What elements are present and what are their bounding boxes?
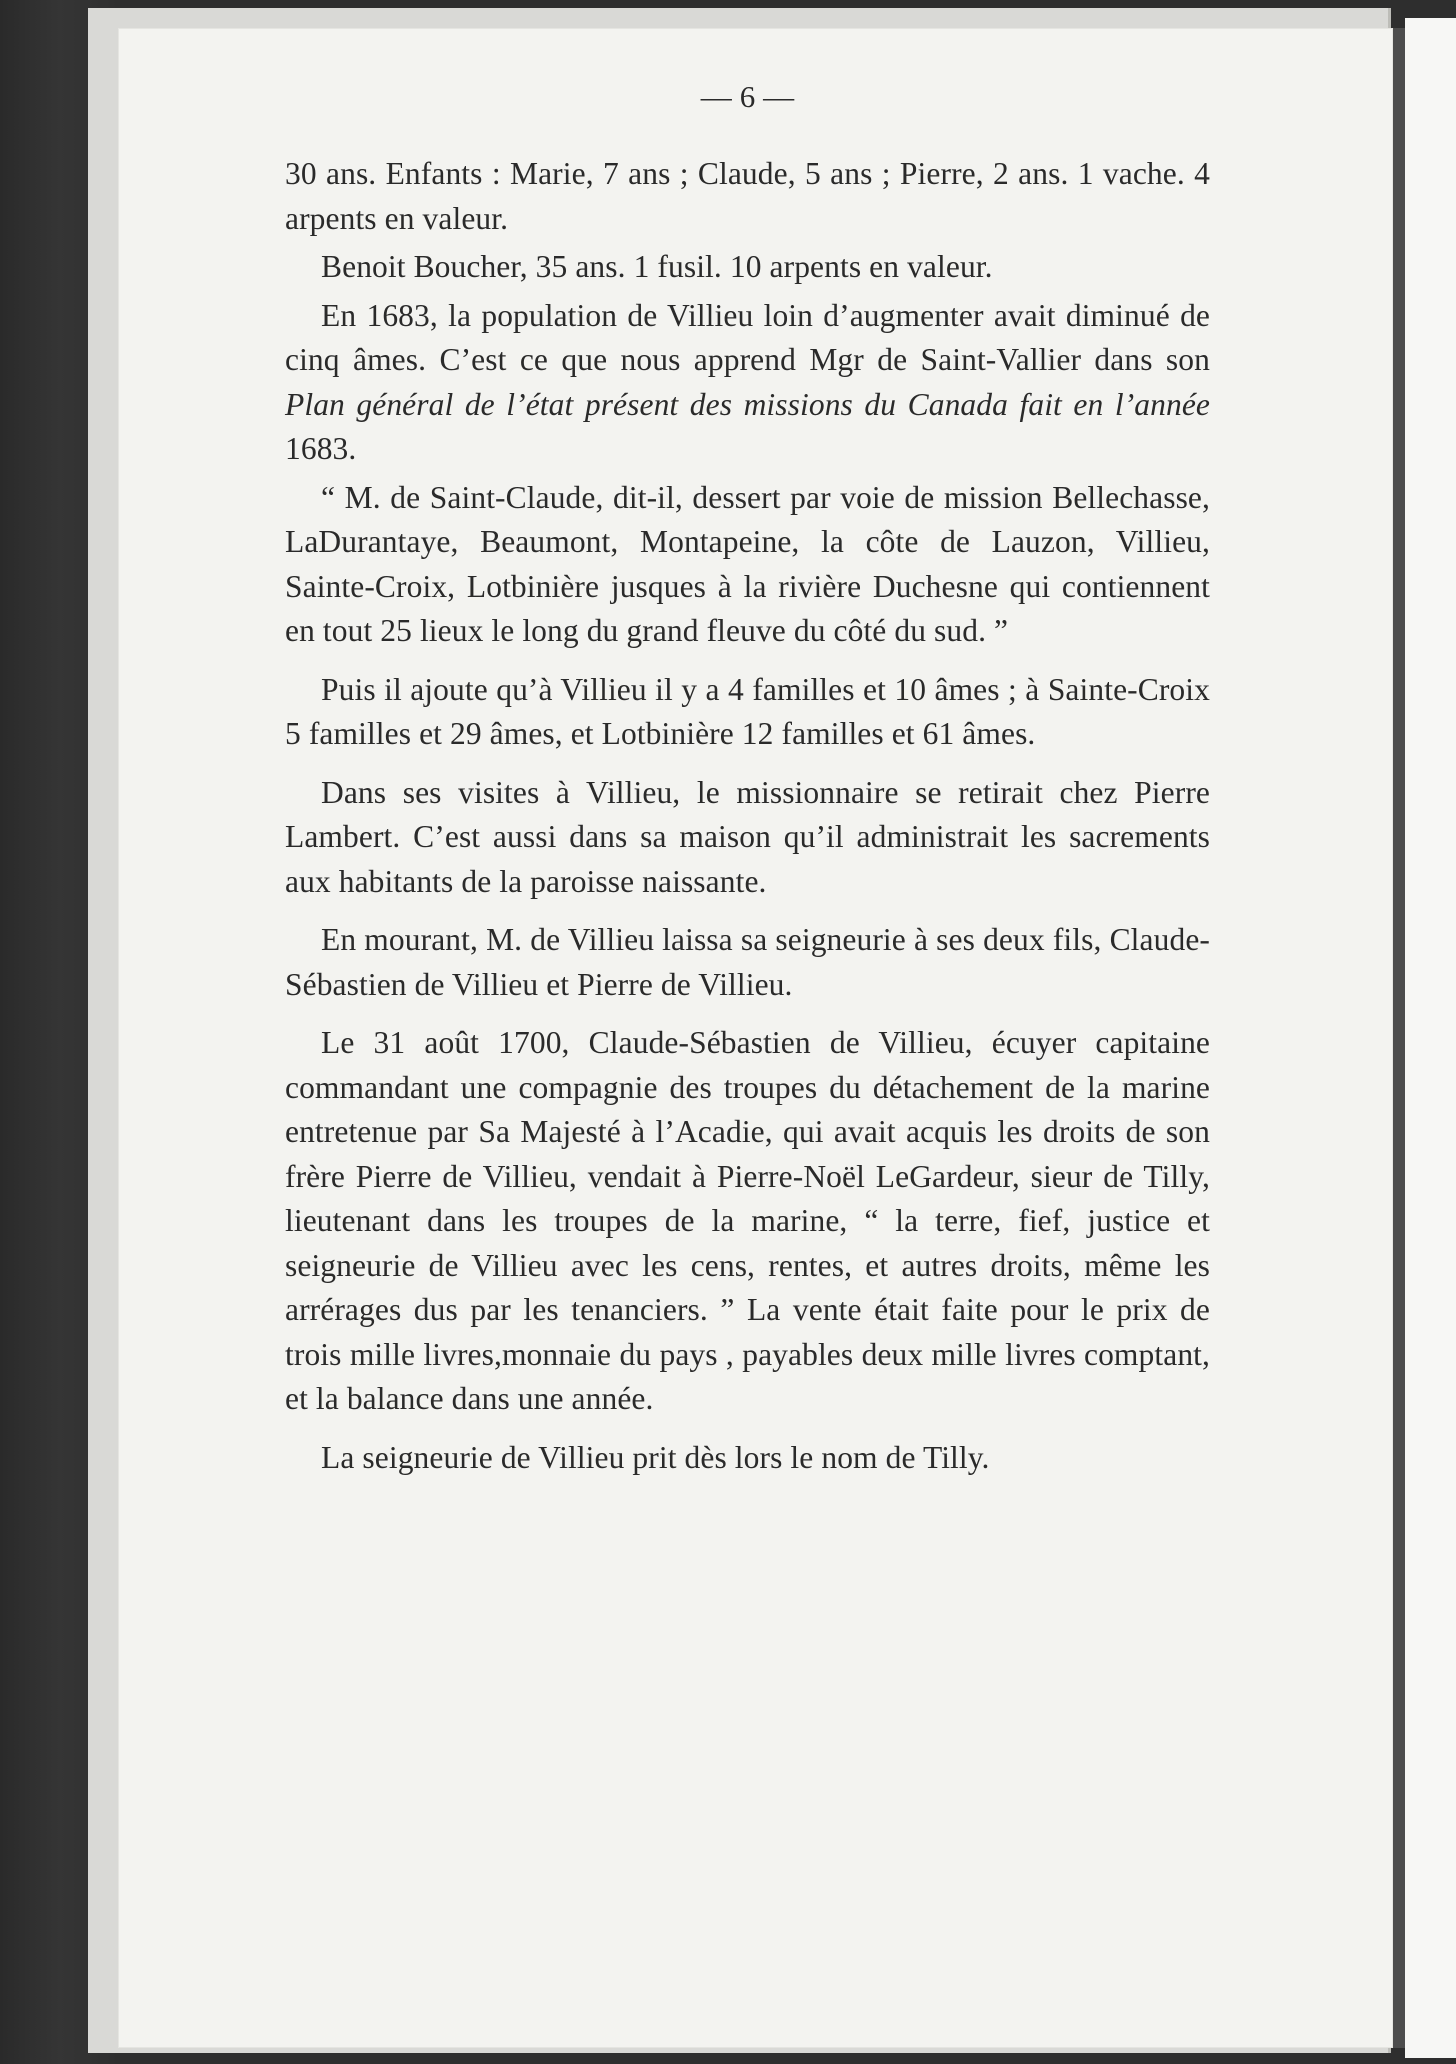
paragraph-5: Puis il ajoute qu’à Villieu il y a 4 familles et 10 âmes ; à Sainte-Croix 5 familles et 29 âmes, et Lotbinière 12 familles et 61 âmes. <box>285 671 1210 751</box>
paragraph-9: La seigneurie de Villieu prit dès lors le nom de Tilly. <box>321 1439 990 1475</box>
page-text-block <box>285 75 1210 1480</box>
page-edge-shadow <box>1393 28 1405 2048</box>
paragraph-6: Dans ses visites à Villieu, le missionnaire se retirait chez Pierre Lambert. C’est aussi dans sa maison qu’il administrait les sacrements aux habitants de la paroisse naissante. <box>285 774 1210 899</box>
paragraph-2: Benoit Boucher, 35 ans. 1 fusil. 10 arpents en valeur. <box>321 249 993 284</box>
page-number: — 6 — <box>700 79 795 114</box>
paragraph-7: En mourant, M. de Villieu laissa sa seigneurie à ses deux fils, Claude-Sébastien de Villieu et Pierre de Villieu. <box>285 922 1210 1002</box>
paragraph-3-text-after: 1683. <box>285 431 357 466</box>
paragraph-4-quote: “ M. de Saint-Claude, dit-il, dessert par voie de mission Bellechasse, LaDurantaye, Beaumont, Montapeine, la côte de Lauzon, Villieu, Sainte-Croix, Lotbinière jusques à la rivière Duchesne qui contiennent en tout 25 lieux le long du grand fleuve du côté du sud. ” <box>285 479 1210 648</box>
adjacent-page-edge <box>1405 18 1456 2058</box>
paragraph-3-italic-title: Plan général de l’état présent des missions du Canada fait en l’année <box>285 386 1210 422</box>
paragraph-3 <box>285 294 1210 472</box>
paragraph-3-text-before: En 1683, la population de Villieu loin d’augmenter avait diminué de cinq âmes. C’est ce que nous apprend Mgr de Saint-Vallier dans son <box>285 297 1210 377</box>
paragraph-8: Le 31 août 1700, Claude-Sébastien de Villieu, écuyer capitaine commandant une compagnie des troupes du détachement de la marine entretenue par Sa Majesté à l’Acadie, qui avait acquis les droits de son frère Pierre de Villieu, vendait à Pierre-Noël LeGardeur, sieur de Tilly, lieutenant dans les troupes de la marine, “ la terre, fief, justice et seigneurie de Villieu avec les cens, rentes, et autres droits, même les arrérages dus par les tenanciers. ” La vente était faite pour le prix de trois mille livres,monnaie du pays , payables deux mille livres comptant, et la balance dans une année. <box>285 1025 1210 1416</box>
paragraph-1: 30 ans. Enfants : Marie, 7 ans ; Claude, 5 ans ; Pierre, 2 ans. 1 vache. 4 arpents en valeur. <box>285 156 1210 236</box>
